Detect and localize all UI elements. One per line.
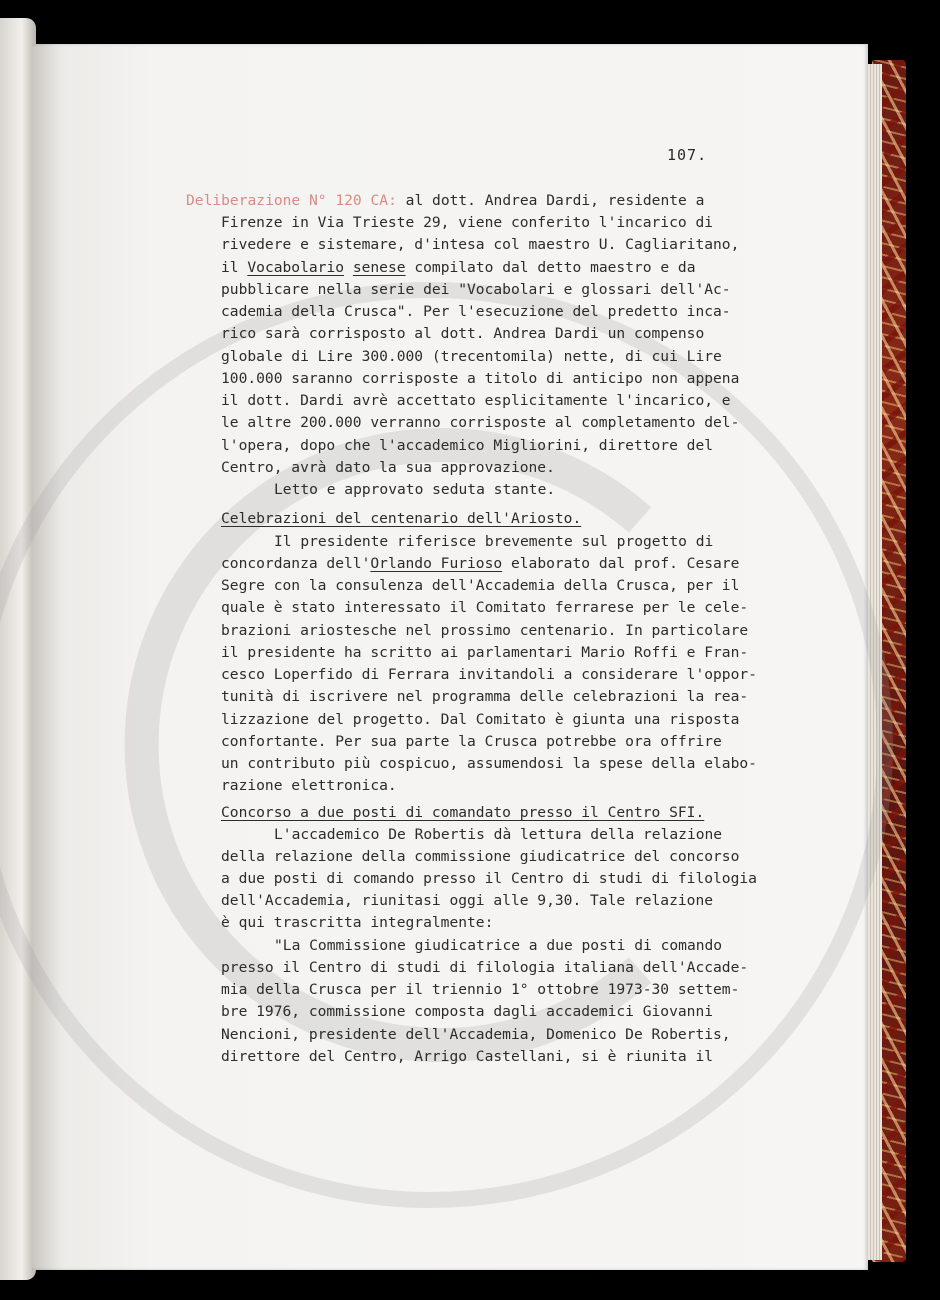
deliberazione-line-1: [186, 190, 704, 212]
celebrazioni-line-9: lizzazione del progetto. Dal Comitato è giunta una risposta: [221, 711, 740, 728]
celebrazioni-line-12: razione elettronica.: [221, 777, 397, 794]
deliberazione-line-11: le altre 200.000 verranno corrisposte al completamento del-: [221, 414, 740, 431]
deliberazione-line-4-prefix: il: [221, 259, 239, 276]
deliberazione-line-3: rivedere e sistemare, d'intesa col maestro U. Cagliaritano,: [221, 236, 740, 253]
celebrazioni-line-5: brazioni ariostesche nel prossimo centenario. In particolare: [221, 622, 749, 639]
left-page-edge: [0, 18, 36, 1280]
celebrazioni-line-11: un contributo più cospicuo, assumendosi la spese della elabo-: [221, 755, 757, 772]
vocabolario-title-a: Vocabolario: [247, 259, 345, 276]
celebrazioni-line-7: cesco Loperfido di Ferrara invitandoli a considerare l'oppor-: [221, 666, 757, 683]
concorso-heading: Concorso a due posti di comandato presso il Centro SFI.: [221, 804, 705, 821]
vocabolario-title-b: senese: [352, 259, 406, 276]
concorso-line-3: a due posti di comando presso il Centro di studi di filologia: [221, 870, 757, 887]
deliberazione-line-13: Centro, avrà dato la sua approvazione.: [221, 459, 555, 476]
celebrazioni-heading: Celebrazioni del centenario dell'Ariosto.: [221, 510, 582, 527]
deliberazione-approval: Letto e approvato seduta stante.: [274, 481, 556, 498]
deliberazione-line-12: l'opera, dopo che l'accademico Migliorini, direttore del: [221, 437, 714, 454]
celebrazioni-line-3: Segre con la consulenza dell'Accademia della Crusca, per il: [221, 577, 740, 594]
deliberazione-label: Deliberazione N° 120 CA:: [186, 192, 397, 209]
celebrazioni-line-2-prefix: concordanza dell': [221, 555, 371, 572]
deliberazione-line-6: cademia della Crusca". Per l'esecuzione del predetto inca-: [221, 303, 731, 320]
deliberazione-line-8: globale di Lire 300.000 (trecentomila) nette, di cui Lire: [221, 348, 722, 365]
concorso-line-11: direttore del Centro, Arrigo Castellani, si è riunita il: [221, 1048, 714, 1065]
deliberazione-line-9: 100.000 saranno corrisposte a titolo di anticipo non appena: [221, 370, 740, 387]
deliberazione-line-5: pubblicare nella serie dei "Vocabolari e glossari dell'Ac-: [221, 281, 731, 298]
concorso-line-8: mia della Crusca per il triennio 1° ottobre 1973-30 settem-: [221, 981, 740, 998]
deliberazione-line-4: [221, 257, 696, 279]
deliberazione-line-1-text: al dott. Andrea Dardi, residente a: [405, 192, 705, 209]
concorso-line-2: della relazione della commissione giudicatrice del concorso: [221, 848, 740, 865]
celebrazioni-line-4: quale è stato interessato il Comitato ferrarese per le cele-: [221, 599, 749, 616]
celebrazioni-line-2: [221, 553, 739, 575]
deliberazione-line-4-text: compilato dal detto maestro e da: [414, 259, 696, 276]
concorso-line-10: Nencioni, presidente dell'Accademia, Domenico De Robertis,: [221, 1026, 731, 1043]
concorso-line-6: "La Commissione giudicatrice a due posti di comando: [274, 937, 723, 954]
celebrazioni-line-1: Il presidente riferisce brevemente sul progetto di: [274, 533, 714, 550]
concorso-line-9: bre 1976, commissione composta dagli accademici Giovanni: [221, 1003, 714, 1020]
orlando-furioso-title: Orlando Furioso: [370, 555, 503, 572]
concorso-line-5: è qui trascritta integralmente:: [221, 914, 494, 931]
concorso-line-4: dell'Accademia, riunitasi oggi alle 9,30. Tale relazione: [221, 892, 714, 909]
celebrazioni-line-2-suffix: elaborato dal prof. Cesare: [502, 555, 740, 572]
deliberazione-line-7: rico sarà corrisposto al dott. Andrea Dardi un compenso: [221, 325, 705, 342]
celebrazioni-line-6: il presidente ha scritto ai parlamentari Mario Roffi e Fran-: [221, 644, 749, 661]
deliberazione-line-10: il dott. Dardi avrè accettato esplicitamente l'incarico, e: [221, 392, 731, 409]
deliberazione-line-2: Firenze in Via Trieste 29, viene conferito l'incarico di: [221, 214, 714, 231]
concorso-line-1: L'accademico De Robertis dà lettura della relazione: [274, 826, 723, 843]
concorso-line-7: presso il Centro di studi di filologia italiana dell'Accade-: [221, 959, 749, 976]
page-number: 107.: [667, 146, 708, 164]
celebrazioni-line-10: confortante. Per sua parte la Crusca potrebbe ora offrire: [221, 733, 722, 750]
celebrazioni-line-8: tunità di iscrivere nel programma delle celebrazioni la rea-: [221, 688, 749, 705]
